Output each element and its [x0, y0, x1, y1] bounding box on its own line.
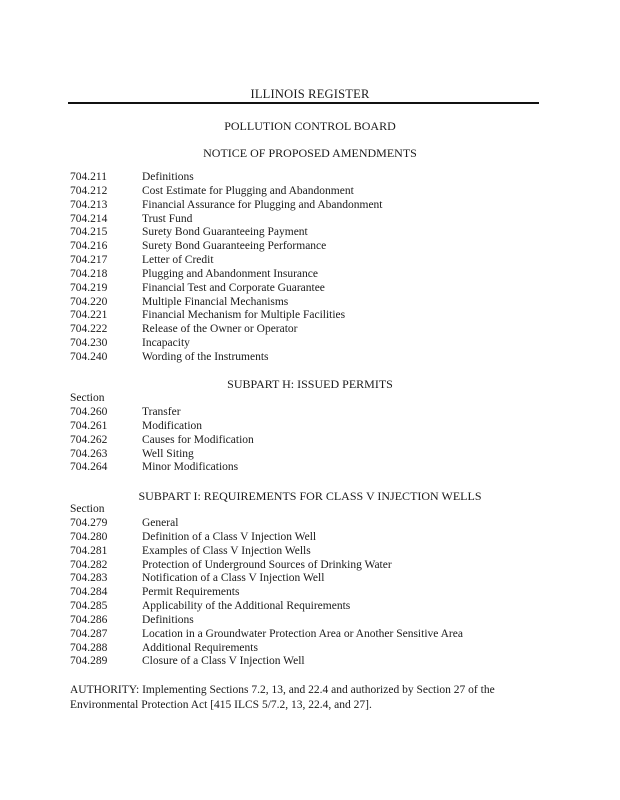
- section-title: Incapacity: [142, 337, 190, 350]
- section-title: Well Siting: [142, 447, 194, 460]
- notice-title: NOTICE OF PROPOSED AMENDMENTS: [203, 146, 417, 160]
- section-title: Multiple Financial Mechanisms: [142, 295, 289, 308]
- section-title: Financial Assurance for Plugging and Abandonment: [142, 198, 383, 211]
- section-row: [70, 545, 550, 559]
- section-number: 704.216: [70, 240, 108, 253]
- section-number: 704.212: [70, 184, 108, 197]
- section-number: 704.286: [70, 613, 108, 626]
- section-number: 704.220: [70, 295, 108, 308]
- section-number: 704.214: [70, 212, 108, 225]
- subpart-i-heading: SUBPART I: REQUIREMENTS FOR CLASS V INJECTION WELLS: [138, 489, 482, 503]
- section-title: Causes for Modification: [142, 433, 254, 446]
- section-list-subpart-i: [70, 517, 550, 669]
- header-rule: [68, 102, 539, 104]
- section-number: 704.262: [70, 433, 108, 446]
- register-title: ILLINOIS REGISTER: [250, 87, 370, 101]
- section-row: [70, 226, 550, 240]
- section-number: 704.211: [70, 171, 107, 183]
- section-row: [70, 282, 550, 296]
- section-number: 704.213: [70, 198, 108, 211]
- section-row: [70, 337, 550, 351]
- section-title: Letter of Credit: [142, 254, 214, 267]
- section-title: Minor Modifications: [142, 461, 239, 474]
- section-row: [70, 572, 550, 586]
- section-title: General: [142, 517, 179, 529]
- section-title: Cost Estimate for Plugging and Abandonment: [142, 184, 354, 197]
- section-row: [70, 434, 550, 448]
- section-list-subpart-h: [70, 406, 550, 475]
- section-title: Financial Test and Corporate Guarantee: [142, 281, 325, 294]
- section-number: 704.283: [70, 572, 108, 585]
- section-row: [70, 628, 550, 642]
- section-number: 704.219: [70, 281, 108, 294]
- authority-note: AUTHORITY: Implementing Sections 7.2, 13, and 22.4 and authorized by Section 27 of the Environmental Protection Act [415 ILCS 5/7.2, 13, 22.4, and 27].: [70, 684, 495, 711]
- section-row: [70, 448, 550, 462]
- section-row: [70, 406, 550, 420]
- section-title: Permit Requirements: [142, 586, 240, 599]
- section-row: [70, 171, 550, 185]
- section-number: 704.264: [70, 461, 108, 474]
- agency-name: POLLUTION CONTROL BOARD: [224, 119, 396, 133]
- section-row: [70, 309, 550, 323]
- subpart-h-heading: SUBPART H: ISSUED PERMITS: [227, 377, 393, 391]
- section-title: Notification of a Class V Injection Well: [142, 572, 325, 585]
- section-number: 704.217: [70, 254, 108, 267]
- section-row: [70, 586, 550, 600]
- section-row: [70, 531, 550, 545]
- section-title: Applicability of the Additional Requirements: [142, 600, 351, 613]
- section-title: Examples of Class V Injection Wells: [142, 544, 311, 557]
- section-number: 704.230: [70, 337, 108, 350]
- section-number: 704.261: [70, 419, 108, 432]
- section-row: [70, 268, 550, 282]
- section-row: [70, 199, 550, 213]
- section-number: 704.289: [70, 655, 108, 668]
- section-label: Section: [70, 392, 105, 404]
- section-number: 704.282: [70, 558, 108, 571]
- section-number: 704.287: [70, 627, 108, 640]
- section-number: 704.260: [70, 406, 108, 418]
- section-row: [70, 420, 550, 434]
- section-row: [70, 461, 550, 475]
- section-list-top: [70, 171, 550, 365]
- section-label: Section: [70, 503, 105, 515]
- section-title: Modification: [142, 419, 203, 432]
- section-row: [70, 296, 550, 310]
- section-title: Wording of the Instruments: [142, 350, 269, 363]
- section-title: Release of the Owner or Operator: [142, 323, 298, 336]
- section-title: Surety Bond Guaranteeing Performance: [142, 240, 327, 253]
- section-row: [70, 351, 550, 365]
- section-title: Definitions: [142, 613, 194, 626]
- section-title: Surety Bond Guaranteeing Payment: [142, 226, 308, 239]
- section-row: [70, 185, 550, 199]
- section-title: Location in a Groundwater Protection Area or Another Sensitive Area: [142, 627, 463, 640]
- section-row: [70, 240, 550, 254]
- section-number: 704.263: [70, 447, 108, 460]
- section-number: 704.215: [70, 226, 108, 239]
- section-row: [70, 614, 550, 628]
- section-number: 704.281: [70, 544, 108, 557]
- section-row: [70, 600, 550, 614]
- section-title: Protection of Underground Sources of Drinking Water: [142, 558, 392, 571]
- section-row: [70, 642, 550, 656]
- section-title: Financial Mechanism for Multiple Facilities: [142, 309, 346, 322]
- section-title: Trust Fund: [142, 212, 193, 225]
- section-number: 704.221: [70, 309, 108, 322]
- section-row: [70, 254, 550, 268]
- section-row: [70, 655, 550, 669]
- section-title: Closure of a Class V Injection Well: [142, 655, 305, 668]
- section-row: [70, 559, 550, 573]
- section-number: 704.280: [70, 530, 108, 543]
- section-title: Transfer: [142, 406, 181, 418]
- section-number: 704.240: [70, 350, 108, 363]
- section-title: Additional Requirements: [142, 641, 258, 654]
- section-row: [70, 323, 550, 337]
- section-number: 704.218: [70, 267, 108, 280]
- section-number: 704.279: [70, 517, 108, 529]
- section-row: [70, 517, 550, 531]
- section-number: 704.288: [70, 641, 108, 654]
- section-number: 704.222: [70, 323, 108, 336]
- section-number: 704.284: [70, 586, 108, 599]
- section-title: Plugging and Abandonment Insurance: [142, 267, 318, 280]
- section-row: [70, 213, 550, 227]
- section-title: Definition of a Class V Injection Well: [142, 530, 317, 543]
- section-title: Definitions: [142, 171, 194, 183]
- section-number: 704.285: [70, 600, 108, 613]
